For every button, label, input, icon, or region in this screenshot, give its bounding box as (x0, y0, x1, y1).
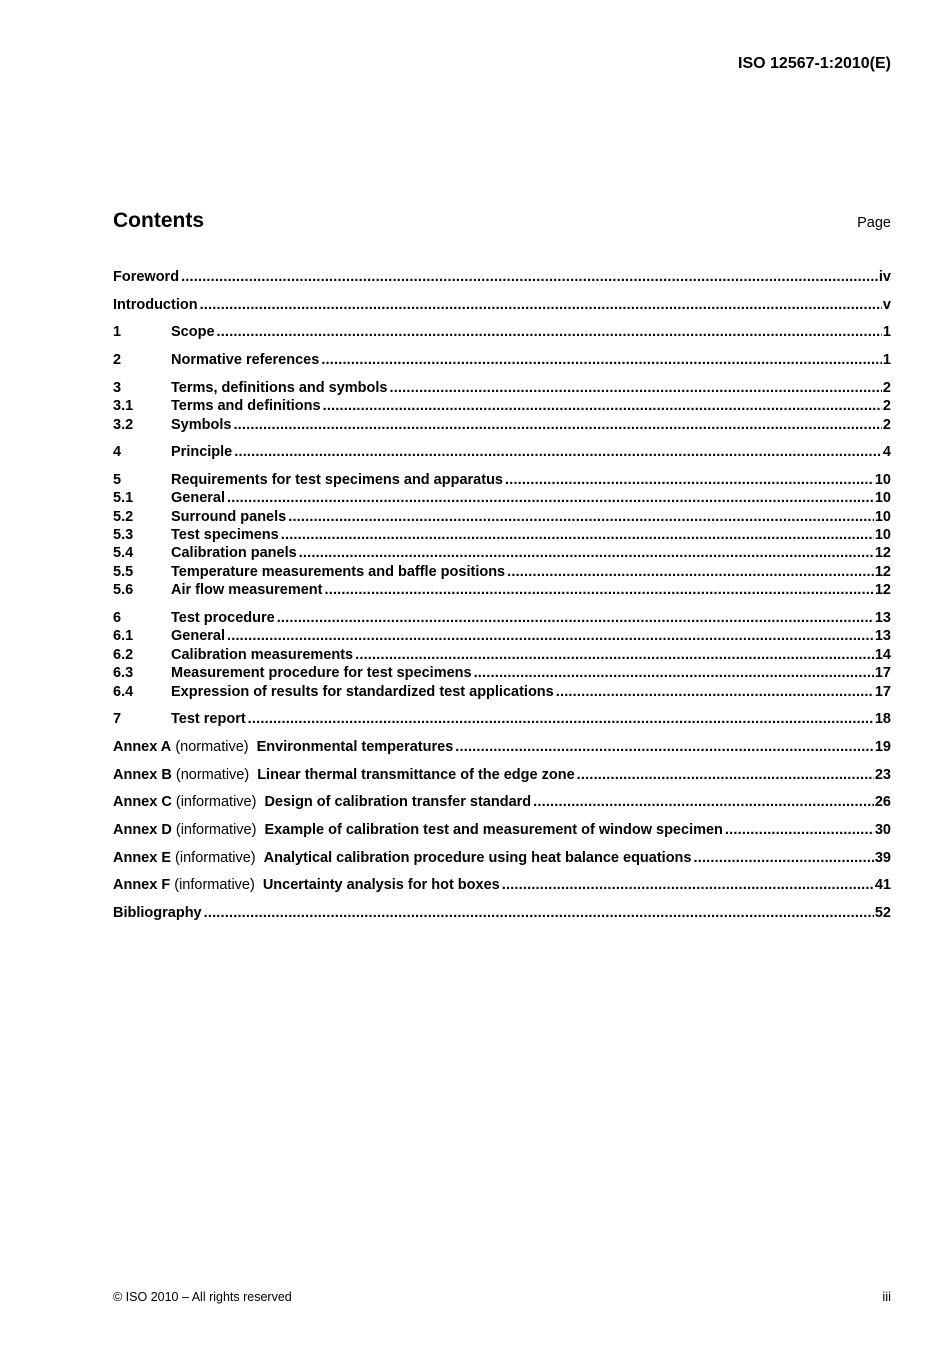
toc-section-number: 7 (113, 711, 122, 728)
toc-section-number: 5.6 (113, 582, 134, 599)
toc-page-number: 12 (874, 545, 891, 562)
toc-entry[interactable] (113, 904, 891, 922)
toc-entry-title: Analytical calibration procedure using heat balance equations (263, 849, 692, 866)
annex-label: Annex F (113, 877, 171, 894)
toc-entry[interactable] (113, 397, 891, 415)
annex-type: (normative) (175, 738, 249, 755)
toc-section-number: 4 (113, 444, 122, 461)
document-id: ISO 12567-1:2010(E) (738, 55, 891, 72)
toc-entry[interactable] (113, 526, 891, 544)
dot-leader (556, 683, 874, 701)
toc-section-number: 6 (113, 609, 122, 626)
toc-section-number: 5.2 (113, 508, 134, 525)
dot-leader (325, 581, 874, 599)
dot-leader (474, 664, 874, 682)
footer-page-number: iii (882, 1289, 891, 1304)
toc-entry[interactable] (113, 821, 891, 839)
annex-type: (informative) (174, 877, 255, 894)
toc-page-number: 10 (874, 527, 891, 544)
toc-entry-title: Terms, definitions and symbols (171, 379, 388, 396)
toc-entry-title: Test procedure (171, 609, 275, 626)
toc-page-number: 52 (874, 905, 891, 921)
toc-entry-title: Surround panels (171, 508, 287, 525)
toc-entry-title: Design of calibration transfer standard (264, 794, 532, 811)
toc-page-number: 26 (874, 794, 891, 811)
toc-entry[interactable] (113, 664, 891, 682)
toc-page-number: 1 (882, 324, 891, 341)
toc-entry-title: Symbols (171, 416, 232, 433)
toc-entry-title: Terms and definitions (171, 398, 321, 415)
toc-page-number: 2 (882, 398, 891, 415)
toc-entry-title: Uncertainty analysis for hot boxes (262, 877, 500, 894)
toc-entry[interactable] (113, 683, 891, 701)
dot-leader (455, 738, 874, 756)
dot-leader (577, 766, 874, 784)
toc-page-number: 17 (874, 683, 891, 700)
toc-entry[interactable] (113, 646, 891, 664)
toc-entry-title: Calibration measurements (171, 646, 354, 663)
toc-entry-title: Bibliography (113, 905, 202, 921)
dot-leader (355, 646, 874, 664)
toc-entry-title: Normative references (171, 352, 320, 369)
toc-page-number: 41 (874, 877, 891, 894)
toc-entry[interactable] (113, 489, 891, 507)
toc-section-number: 5.3 (113, 527, 134, 544)
toc-page-number: 14 (874, 646, 891, 663)
toc-entry-title: Example of calibration test and measurement of window specimen (264, 821, 723, 838)
dot-leader (505, 471, 874, 489)
toc-page-number: 13 (874, 628, 891, 645)
toc-entry[interactable] (113, 351, 891, 369)
toc-section-number: 6.1 (113, 628, 134, 645)
annex-label: Annex B (113, 766, 172, 783)
toc-section-number: 3.1 (113, 398, 134, 415)
toc-entry-title: Temperature measurements and baffle positions (171, 563, 506, 580)
annex-label: Annex A (113, 738, 172, 755)
toc-entry[interactable] (113, 581, 891, 599)
annex-type: (informative) (175, 794, 257, 811)
toc-section-number: 5.4 (113, 545, 134, 562)
toc-page-number: 12 (874, 582, 891, 599)
toc-section-number: 5 (113, 471, 122, 488)
toc-page-number: 12 (874, 563, 891, 580)
toc-entry[interactable] (113, 793, 891, 811)
dot-leader (204, 904, 874, 922)
toc-page-number: iv (878, 269, 891, 285)
toc-page-number: 2 (882, 416, 891, 433)
dot-leader (693, 849, 873, 867)
toc-entry[interactable] (113, 609, 891, 627)
annex-label: Annex E (113, 849, 172, 866)
toc-page-number: 17 (874, 665, 891, 682)
dot-leader (299, 544, 874, 562)
toc-entry-title: Test specimens (171, 527, 279, 544)
dot-leader (227, 627, 874, 645)
toc-entry-title: Environmental temperatures (256, 738, 454, 755)
toc-page-number: 30 (874, 821, 891, 838)
toc-entry[interactable] (113, 766, 891, 784)
toc-section-number: 3.2 (113, 416, 134, 433)
toc-section-number: 6.4 (113, 683, 134, 700)
table-of-contents (113, 266, 891, 922)
toc-page-number: 1 (882, 352, 891, 369)
dot-leader (234, 443, 882, 461)
toc-entry-title: General (171, 628, 225, 645)
toc-section-number: 1 (113, 324, 122, 341)
toc-entry-title: Expression of results for standardized test applications (171, 683, 554, 700)
toc-section-number: 5.1 (113, 490, 134, 507)
toc-entry-title: Air flow measurement (171, 582, 323, 599)
toc-entry-title: Principle (171, 444, 233, 461)
toc-page-number: 39 (874, 849, 891, 866)
toc-entry[interactable] (113, 544, 891, 562)
toc-entry[interactable] (113, 876, 891, 894)
dot-leader (321, 351, 882, 369)
toc-section-number: 2 (113, 352, 122, 369)
toc-page-number: 19 (874, 738, 891, 755)
dot-leader (502, 876, 874, 894)
toc-entry[interactable] (113, 268, 891, 286)
toc-entry[interactable] (113, 710, 891, 728)
copyright-notice: © ISO 2010 – All rights reserved (113, 1290, 292, 1304)
dot-leader (227, 489, 874, 507)
toc-entry-title: Test report (171, 711, 246, 728)
dot-leader (200, 296, 882, 314)
page-column-label: Page (857, 215, 891, 231)
dot-leader (248, 710, 874, 728)
dot-leader (277, 609, 874, 627)
dot-leader (217, 323, 882, 341)
toc-page-number: 2 (882, 379, 891, 396)
toc-entry[interactable] (113, 296, 891, 314)
annex-label: Annex D (113, 821, 172, 838)
dot-leader (181, 268, 878, 286)
toc-entry[interactable] (113, 738, 891, 756)
toc-page-number: v (882, 296, 891, 313)
toc-section-number: 3 (113, 379, 122, 396)
toc-entry[interactable] (113, 508, 891, 526)
toc-entry-title: Scope (171, 324, 215, 341)
toc-entry-title: Linear thermal transmittance of the edge zone (257, 766, 575, 783)
toc-entry[interactable] (113, 849, 891, 867)
toc-entry-title: Foreword (113, 269, 180, 285)
toc-section-number: 6.3 (113, 665, 134, 682)
toc-page-number: 13 (874, 609, 891, 626)
toc-entry[interactable] (113, 471, 891, 489)
toc-entry-title: General (171, 490, 225, 507)
toc-page-number: 10 (874, 490, 891, 507)
toc-entry-title: Calibration panels (171, 545, 297, 562)
annex-type: (normative) (175, 766, 250, 783)
toc-entry[interactable] (113, 563, 891, 581)
dot-leader (507, 563, 874, 581)
dot-leader (389, 379, 881, 397)
toc-page-number: 4 (882, 444, 891, 461)
dot-leader (323, 397, 882, 415)
dot-leader (288, 508, 874, 526)
toc-entry-title: Requirements for test specimens and apparatus (171, 471, 503, 488)
toc-entry[interactable] (113, 323, 891, 341)
toc-section-number: 5.5 (113, 563, 134, 580)
toc-entry-title: Introduction (113, 296, 198, 313)
dot-leader (281, 526, 874, 544)
toc-page-number: 10 (874, 508, 891, 525)
toc-entry[interactable] (113, 443, 891, 461)
toc-entry[interactable] (113, 627, 891, 645)
dot-leader (533, 793, 874, 811)
toc-section-number: 6.2 (113, 646, 134, 663)
toc-entry[interactable] (113, 379, 891, 397)
toc-page-number: 10 (874, 471, 891, 488)
annex-label: Annex C (113, 794, 172, 811)
annex-type: (informative) (175, 849, 256, 866)
toc-entry-title: Measurement procedure for test specimens (171, 665, 472, 682)
toc-entry[interactable] (113, 416, 891, 434)
page-title: Contents (113, 209, 204, 232)
dot-leader (233, 416, 881, 434)
annex-type: (informative) (175, 821, 257, 838)
dot-leader (725, 821, 874, 839)
toc-page-number: 23 (874, 766, 891, 783)
toc-page-number: 18 (874, 711, 891, 728)
